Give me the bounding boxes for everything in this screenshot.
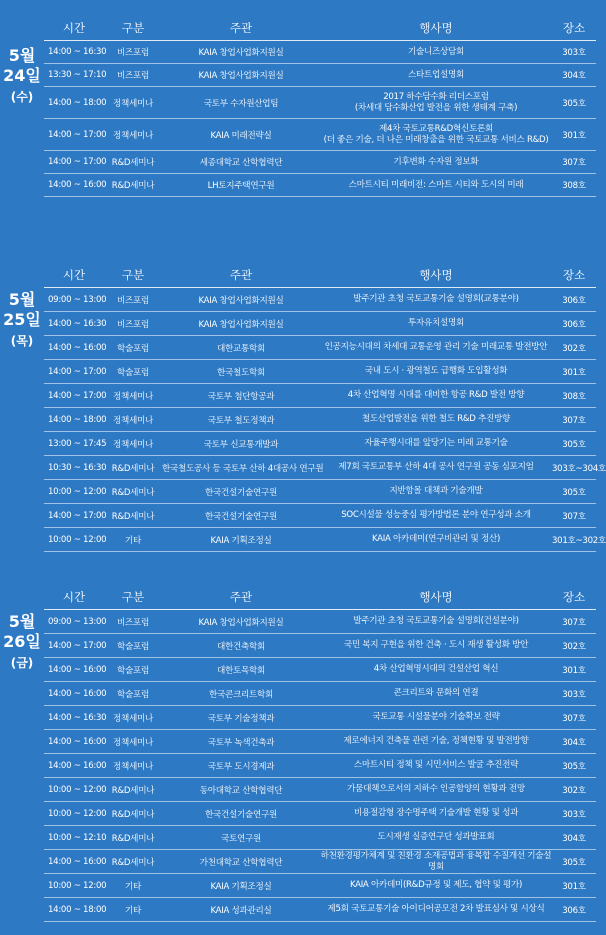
category-cell: 정책세미나 [112, 415, 153, 426]
organizer-cell: 가천대학교 산학협력단 [199, 857, 283, 868]
time-cell: 14:00 ~ 18:00 [48, 904, 107, 915]
event-name-cell: 하천환경평가체계 및 친환경 소재공법과 융복합 수질개선 기술설명회 [320, 850, 552, 872]
event-name-cell: 발주기관 초청 국토교통기술 설명회(건설분야) [353, 616, 519, 626]
event-name-cell: 지반함몰 대책과 기술개발 [389, 486, 483, 496]
category-cell: 학술포럼 [116, 665, 149, 676]
table-row [44, 119, 596, 151]
organizer-cell: 대한건축학회 [216, 641, 265, 652]
schedule-table [44, 585, 596, 922]
event-name-cell: 스마트시티 정책 및 시민서비스 발굴 추진전략 [353, 760, 519, 770]
room-cell: 308호 [562, 391, 586, 402]
category-cell: R&D세미나 [111, 809, 155, 820]
room-cell: 308호 [562, 181, 586, 191]
room-cell: 305호 [562, 857, 586, 868]
table-row [44, 754, 596, 778]
table-row [44, 432, 596, 456]
organizer-cell: KAIA 기획조정실 [210, 535, 272, 546]
event-name-cell: 제4차 국토교통R&D혁신토론회 (더 좋은 기술, 더 나은 미래창출을 위한 국토교통 서비스 R&D) [323, 123, 549, 145]
time-cell: 14:00 ~ 18:00 [48, 97, 107, 108]
category-cell: R&D세미나 [111, 511, 155, 522]
category-cell: 학술포럼 [116, 641, 149, 652]
event-name-cell: 철도산업발전을 위한 철도 R&D 추진방향 [361, 414, 511, 424]
category-cell: 비즈포럼 [116, 319, 149, 330]
category-cell: 정책세미나 [112, 713, 153, 724]
category-cell: 비즈포럼 [116, 295, 149, 306]
room-cell: 305호 [562, 761, 586, 772]
room-cell: 301호~302호 [552, 535, 606, 546]
room-cell: 307호 [562, 415, 586, 426]
room-cell: 304호 [562, 71, 586, 81]
day-date: 26일 [3, 632, 41, 651]
category-cell: 비즈포럼 [116, 48, 149, 58]
room-cell: 307호 [562, 617, 586, 628]
event-name-cell: 제로에너지 건축물 관련 기술, 정책현황 및 발전방향 [343, 736, 529, 746]
table-row [44, 360, 596, 384]
organizer-cell: 한국건설기술연구원 [204, 487, 277, 498]
time-cell: 10:30 ~ 16:30 [48, 462, 107, 473]
table-row [44, 87, 596, 119]
table-header [44, 585, 596, 610]
organizer-cell: 국토부 수자원산업팀 [203, 98, 279, 109]
room-cell: 303호 [562, 809, 586, 820]
room-cell: 305호 [562, 98, 586, 109]
time-cell: 10:00 ~ 12:10 [48, 832, 107, 843]
day-label [0, 612, 44, 672]
room-cell: 304호 [562, 737, 586, 748]
table-row [44, 288, 596, 312]
event-name-cell: 가뭄대책으로서의 지하수 인공함양의 현황과 전망 [347, 784, 525, 794]
time-cell: 10:00 ~ 12:00 [48, 534, 107, 545]
day-month: 5월 [8, 46, 36, 65]
organizer-cell: 국토부 신교통개발과 [203, 439, 279, 450]
header-event: 행사명 [419, 20, 453, 35]
room-cell: 306호 [562, 905, 586, 916]
event-name-cell: 비용절감형 장수명주택 기술개발 현황 및 성과 [353, 808, 519, 818]
organizer-cell: KAIA 창업사업화지원실 [198, 319, 284, 330]
event-name-cell: 국내 도시 · 광역철도 급행화 도입활성화 [364, 366, 508, 376]
organizer-cell: 한국철도학회 [216, 367, 265, 378]
table-row [44, 528, 606, 552]
time-cell: 13:00 ~ 17:45 [48, 438, 107, 449]
organizer-cell: 국토부 첨단항공과 [207, 391, 275, 402]
table-header [44, 263, 596, 288]
room-cell: 301호 [562, 881, 586, 892]
table-row [44, 874, 596, 898]
organizer-cell: 한국철도공사 등 국토부 산하 4대공사 연구원 [162, 463, 324, 474]
header-organizer: 주관 [229, 21, 253, 35]
event-name-cell: 기술니즈상담회 [407, 46, 464, 57]
organizer-cell: LH토지주택연구원 [207, 181, 275, 191]
table-row [44, 312, 596, 336]
room-cell: 303호 [562, 689, 586, 700]
table-row [44, 850, 596, 874]
category-cell: 비즈포럼 [116, 617, 149, 628]
header-category: 구분 [121, 590, 145, 604]
table-row [44, 706, 596, 730]
category-cell: 정책세미나 [112, 761, 153, 772]
time-cell: 10:00 ~ 12:00 [48, 808, 107, 819]
event-name-cell: 4차 산업혁명 시대를 대비한 항공 R&D 발전 방향 [347, 390, 525, 400]
organizer-cell: 국토연구원 [220, 833, 261, 844]
event-name-cell: 스마트시티 미래비전: 스마트 시티와 도시의 미래 [348, 179, 524, 190]
category-cell: R&D세미나 [111, 833, 155, 844]
room-cell: 303호~304호 [552, 463, 606, 474]
time-cell: 09:00 ~ 13:00 [48, 294, 107, 305]
schedule-table [44, 16, 596, 197]
event-name-cell: 자율주행시대를 앞당기는 미래 교통기술 [364, 438, 508, 448]
organizer-cell: 동아대학교 산학협력단 [199, 785, 283, 796]
time-cell: 14:00 ~ 17:00 [48, 366, 107, 377]
time-cell: 14:00 ~ 17:00 [48, 640, 107, 651]
event-name-cell: 제5회 국토교통기술 아이디어공모전 2차 발표심사 및 시상식 [327, 904, 545, 914]
time-cell: 10:00 ~ 12:00 [48, 880, 107, 891]
event-name-cell: 국토교통 시설물분야 기술확보 전략 [372, 712, 500, 722]
table-row [44, 610, 596, 634]
header-organizer: 주관 [229, 590, 253, 604]
category-cell: R&D세미나 [111, 463, 155, 474]
time-cell: 10:00 ~ 12:00 [48, 784, 107, 795]
room-cell: 302호 [562, 641, 586, 652]
table-row [44, 480, 596, 504]
event-name-cell: 기후변화 수자원 정보화 [393, 156, 479, 167]
room-cell: 302호 [562, 785, 586, 796]
category-cell: 학술포럼 [116, 689, 149, 700]
time-cell: 14:00 ~ 17:00 [48, 157, 107, 167]
organizer-cell: 한국콘크리트학회 [208, 689, 273, 700]
time-cell: 14:00 ~ 16:00 [48, 664, 107, 675]
event-name-cell: 제7회 국토교통부 산하 4대 공사 연구원 공동 심포지엄 [338, 462, 534, 472]
room-cell: 307호 [562, 511, 586, 522]
organizer-cell: KAIA 창업사업화지원실 [198, 48, 284, 58]
table-row [44, 174, 596, 197]
organizer-cell: 국토부 철도정책과 [207, 415, 275, 426]
day-weekday: (금) [10, 656, 34, 670]
category-cell: 학술포럼 [116, 343, 149, 354]
event-name-cell: 4차 산업혁명시대의 건설산업 혁신 [373, 664, 499, 674]
time-cell: 13:30 ~ 17:10 [48, 70, 107, 80]
category-cell: R&D세미나 [111, 158, 155, 168]
table-row [44, 634, 596, 658]
room-cell: 303호 [562, 48, 586, 58]
day-month: 5월 [8, 612, 36, 631]
room-cell: 301호 [562, 130, 586, 141]
time-cell: 14:00 ~ 16:00 [48, 736, 107, 747]
category-cell: 정책세미나 [112, 130, 153, 141]
category-cell: 정책세미나 [112, 737, 153, 748]
event-name-cell: KAIA 아카데미(R&D규정 및 제도, 협약 및 평가) [349, 880, 523, 890]
header-organizer: 주관 [229, 268, 253, 282]
room-cell: 307호 [562, 713, 586, 724]
time-cell: 14:00 ~ 16:30 [48, 47, 107, 57]
event-name-cell: 발주기관 초청 국토교통기술 설명회(교통분야) [353, 294, 519, 304]
header-category: 구분 [121, 268, 145, 282]
time-cell: 14:00 ~ 17:00 [48, 390, 107, 401]
organizer-cell: KAIA 창업사업화지원실 [198, 617, 284, 628]
time-cell: 14:00 ~ 16:00 [48, 760, 107, 771]
room-cell: 305호 [562, 439, 586, 450]
day-weekday: (목) [10, 334, 34, 348]
time-cell: 14:00 ~ 18:00 [48, 414, 107, 425]
header-time: 시간 [62, 590, 86, 604]
table-row [44, 41, 596, 64]
header-time: 시간 [62, 268, 86, 282]
event-name-cell: SOC시설물 성능중심 평가방법론 분야 연구성과 소개 [341, 510, 531, 520]
time-cell: 10:00 ~ 12:00 [48, 486, 107, 497]
time-cell: 14:00 ~ 16:00 [48, 688, 107, 699]
organizer-cell: KAIA 기획조정실 [210, 881, 272, 892]
organizer-cell: 국토부 기술정책과 [207, 713, 275, 724]
day-date: 25일 [3, 310, 41, 329]
schedule-table [44, 263, 606, 552]
table-row [44, 898, 596, 922]
category-cell: 기타 [124, 881, 141, 892]
category-cell: 정책세미나 [112, 391, 153, 402]
time-cell: 14:00 ~ 16:30 [48, 712, 107, 723]
room-cell: 306호 [562, 319, 586, 330]
category-cell: R&D세미나 [111, 857, 155, 868]
day-label [0, 290, 44, 350]
day-month: 5월 [8, 290, 36, 309]
category-cell: 기타 [124, 535, 141, 546]
category-cell: R&D세미나 [111, 181, 155, 191]
time-cell: 14:00 ~ 16:00 [48, 342, 107, 353]
table-row [44, 456, 606, 480]
category-cell: 학술포럼 [116, 367, 149, 378]
room-cell: 306호 [562, 295, 586, 306]
category-cell: R&D세미나 [111, 487, 155, 498]
event-name-cell: 인공지능시대의 차세대 교통운영 관리 기술 미래교통 발전방안 [324, 342, 548, 352]
room-cell: 307호 [562, 158, 586, 168]
table-row [44, 778, 596, 802]
table-row [44, 504, 596, 528]
header-category: 구분 [121, 21, 145, 35]
organizer-cell: KAIA 창업사업화지원실 [198, 295, 284, 306]
table-row [44, 336, 596, 360]
time-cell: 14:00 ~ 16:00 [48, 856, 107, 867]
event-name-cell: 2017 하수담수화 리더스포럼 (차세대 담수화산업 발전을 위한 생태계 구축) [354, 91, 518, 113]
category-cell: 정책세미나 [112, 439, 153, 450]
event-name-cell: 도시재생 실증연구단 성과발표회 [377, 832, 495, 842]
table-row [44, 826, 596, 850]
table-row [44, 658, 596, 682]
time-cell: 14:00 ~ 17:00 [48, 129, 107, 140]
organizer-cell: KAIA 성과관리실 [210, 905, 272, 916]
category-cell: 기타 [124, 905, 141, 916]
category-cell: 비즈포럼 [116, 71, 149, 81]
day-weekday: (수) [10, 90, 34, 104]
room-cell: 304호 [562, 833, 586, 844]
header-room: 장소 [562, 268, 586, 282]
room-cell: 302호 [562, 343, 586, 354]
organizer-cell: 한국건설기술연구원 [204, 511, 277, 522]
table-header [44, 16, 596, 41]
table-row [44, 384, 596, 408]
room-cell: 301호 [562, 665, 586, 676]
organizer-cell: 대한교통학회 [216, 343, 265, 354]
table-row [44, 64, 596, 87]
table-row [44, 682, 596, 706]
organizer-cell: KAIA 창업사업화지원실 [198, 71, 284, 81]
event-name-cell: 스타트업설명회 [407, 69, 464, 80]
organizer-cell: 한국건설기술연구원 [204, 809, 277, 820]
category-cell: 정책세미나 [112, 98, 153, 109]
event-name-cell: 투자유치설명회 [407, 318, 464, 328]
table-row [44, 802, 596, 826]
room-cell: 301호 [562, 367, 586, 378]
organizer-cell: 국토부 도시경제과 [207, 761, 275, 772]
header-room: 장소 [562, 590, 586, 604]
room-cell: 305호 [562, 487, 586, 498]
organizer-cell: 세종대학교 산학협력단 [199, 158, 283, 168]
event-name-cell: KAIA 아카데미(연구비관리 및 정산) [372, 534, 500, 544]
header-event: 행사명 [419, 267, 453, 282]
time-cell: 14:00 ~ 17:00 [48, 510, 107, 521]
time-cell: 14:00 ~ 16:30 [48, 318, 107, 329]
header-event: 행사명 [419, 589, 453, 604]
event-name-cell: 국민 복지 구현을 위한 건축 · 도시 재생 활성화 방안 [343, 640, 529, 650]
table-row [44, 408, 596, 432]
day-date: 24일 [3, 66, 41, 85]
category-cell: R&D세미나 [111, 785, 155, 796]
event-name-cell: 콘크리트와 문화의 연결 [393, 688, 479, 698]
table-row [44, 730, 596, 754]
organizer-cell: 국토부 녹색건축과 [207, 737, 275, 748]
header-time: 시간 [62, 21, 86, 35]
day-label [0, 46, 44, 106]
header-room: 장소 [562, 21, 586, 35]
table-row [44, 151, 596, 174]
time-cell: 14:00 ~ 16:00 [48, 180, 107, 190]
time-cell: 09:00 ~ 13:00 [48, 616, 107, 627]
organizer-cell: 대한토목학회 [216, 665, 265, 676]
organizer-cell: KAIA 미래전략실 [210, 130, 272, 141]
